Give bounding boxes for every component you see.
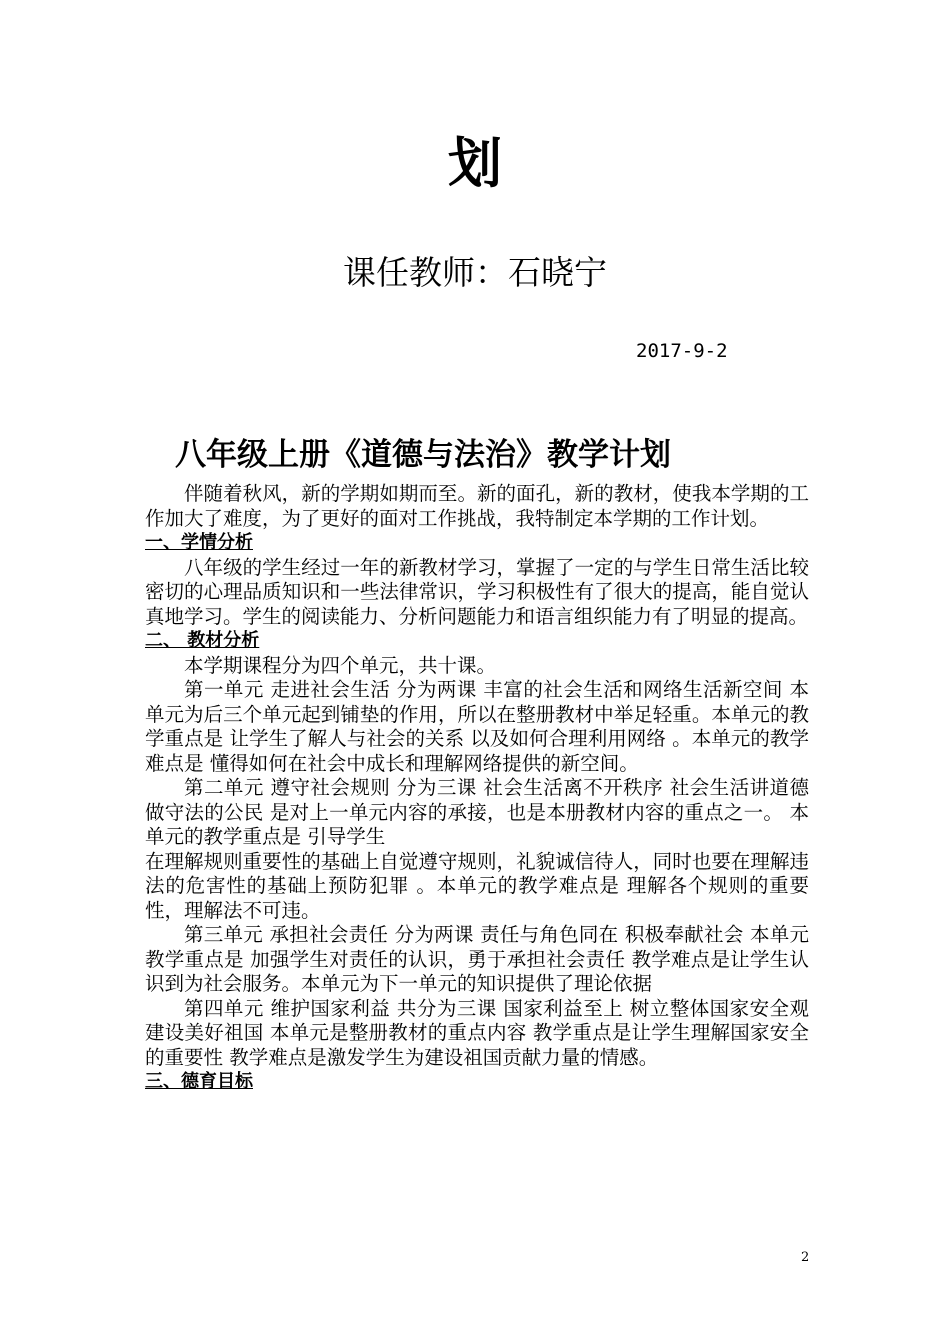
intro-paragraph: 伴随着秋风，新的学期如期而至。新的面孔，新的教材，使我本学期的工作加大了难度，为了更好的面对工作挑战，我特制定本学期的工作计划。 [145, 482, 809, 530]
section-2-paragraph-4: 第三单元 承担社会责任 分为两课 责任与角色同在 积极奉献社会 本单元教学重点是 加强学生对责任的认识，勇于承担社会责任 教学难点是让学生认识到为社会服务。本单元为下一单元的知识提供了理论依据 [145, 923, 809, 995]
date: 2017-9-2 [636, 340, 728, 362]
section-heading-2: 二、 教材分析 [145, 630, 260, 651]
page-number: 2 [801, 1250, 810, 1265]
teacher-line: 课任教师：石晓宁 [343, 253, 607, 292]
header-char: 划 [448, 131, 502, 195]
document-body [145, 482, 809, 1095]
section-2-paragraph-3a: 第二单元 遵守社会规则 分为三课 社会生活离不开秩序 社会生活讲道德 做守法的公民 是对上一单元内容的承接，也是本册教材内容的重点之一。 本单元的教学重点是 引导学生 [145, 776, 809, 848]
section-heading-3: 三、德育目标 [145, 1071, 253, 1092]
section-2-paragraph-1: 本学期课程分为四个单元，共十课。 [184, 653, 497, 677]
section-heading-1: 一、学情分析 [145, 532, 253, 553]
section-2-paragraph-5: 第四单元 维护国家利益 共分为三课 国家利益至上 树立整体国家安全观 建设美好祖国 本单元是整册教材的重点内容 教学重点是让学生理解国家安全的重要性 教学难点是激发学生为建设祖国贡献力量的情感。 [145, 996, 809, 1069]
section-2-paragraph-2: 第一单元 走进社会生活 分为两课 丰富的社会生活和网络生活新空间 本单元为后三个单元起到铺垫的作用，所以在整册教材中举足轻重。本单元的教学重点是 让学生了解人与社会的关系 以及如何合理利用网络 。本单元的教学难点是 懂得如何在社会中成长和理解网络提供的新空间。 [145, 678, 809, 775]
section-1-paragraph: 八年级的学生经过一年的新教材学习，掌握了一定的与学生日常生活比较密切的心理品质知识和一些法律常识，学习积极性有了很大的提高，能自觉认真地学习。学生的阅读能力、分析问题能力和语言组织能力有了明显的提高。 [145, 555, 809, 628]
document-title: 八年级上册《道德与法治》教学计划 [175, 437, 671, 473]
section-2-paragraph-3b: 在理解规则重要性的基础上自觉遵守规则，礼貌诚信待人，同时也要在理解违法的危害性的基础上预防犯罪 。本单元的教学难点是 理解各个规则的重要性，理解法不可违。 [145, 849, 809, 922]
